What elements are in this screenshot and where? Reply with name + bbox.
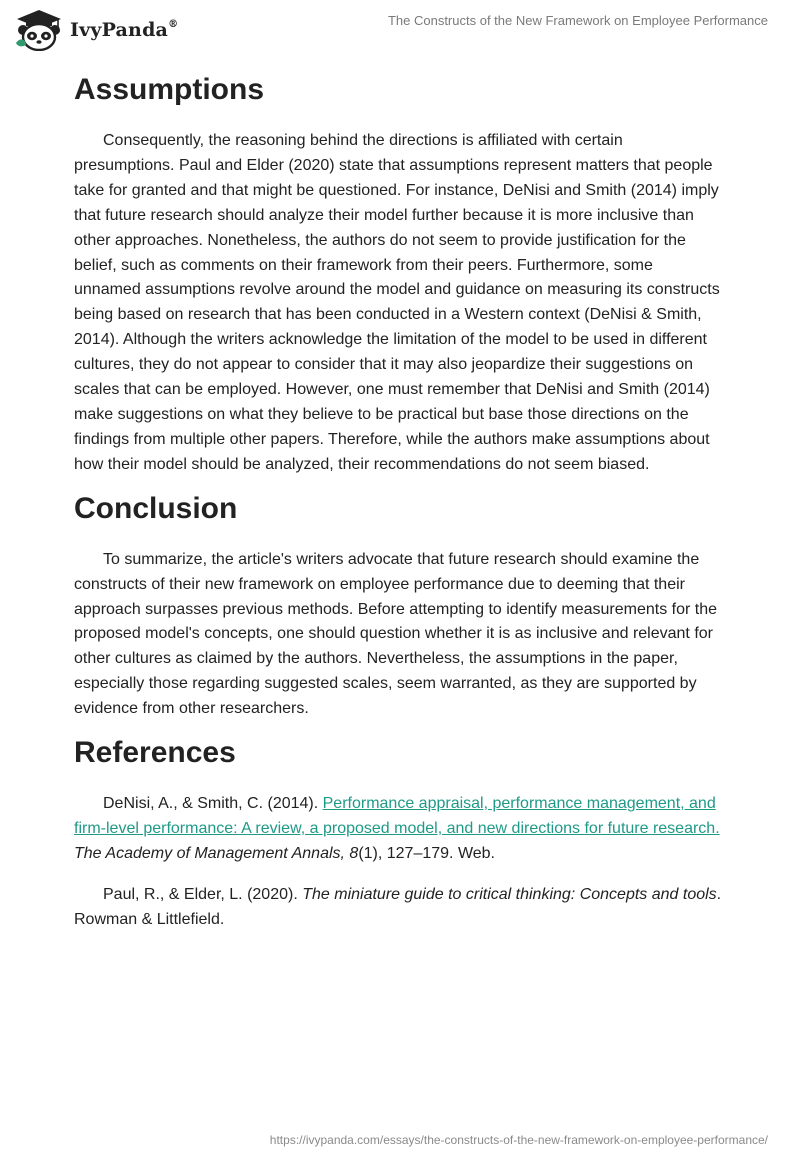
essay-content	[74, 72, 724, 949]
footer-url[interactable]: https://ivypanda.com/essays/the-constructs-of-the-new-framework-on-employee-performance/	[269, 1133, 768, 1147]
assumptions-section	[74, 72, 724, 478]
page-header	[0, 0, 800, 60]
reference-denisi-smith	[74, 792, 724, 867]
assumptions-heading: Assumptions	[74, 73, 265, 106]
document-title: The Constructs of the New Framework on Employee Performance	[387, 13, 768, 28]
reference-title: The miniature guide to critical thinking: Concepts and tools	[302, 885, 717, 903]
references-heading: References	[74, 736, 236, 770]
assumptions-paragraph: Consequently, the reasoning behind the directions is affiliated with certain presumptions. Paul and Elder (2020) state that assumptions represent matters that people take for granted and that might be questioned. For instance, DeNisi and Smith (2014) imply that future research should analyze their model further because it is more inclusive than other approaches. Nonetheless, the authors do not seem to provide justification for the belief, such as comments on their framework from their peers. Furthermore, some unnamed assumptions revolve around the model and guidance on measuring its constructs being based on research that has been conducted in a Western context (DeNisi & Smith, 2014). Although the writers acknowledge the limitation of the model to be used in different cultures, they do not appear to consider that it may also jeopardize their suggestions on scales that can be employed. However, one must remember that DeNisi and Smith (2014) make suggestions on what they believe to be practical but base those directions on the findings from multiple other papers. Therefore, while the authors make assumptions about how their model should be analyzed, their recommendations do not seem biased.	[74, 132, 720, 473]
logo-text: IvyPanda®	[70, 18, 179, 41]
reference-journal: The Academy of Management Annals, 8	[74, 844, 359, 862]
references-section	[74, 735, 724, 933]
reference-authors: Paul, R., & Elder, L. (2020).	[103, 885, 303, 903]
reference-paul-elder	[74, 883, 724, 933]
reference-link[interactable]: Performance appraisal, performance management, and firm-level performance: A review, a proposed model, and new directions for future research.	[74, 795, 720, 837]
conclusion-paragraph: To summarize, the article's writers advocate that future research should examine the constructs of their new framework on employee performance due to deeming that their approach surpasses previous methods. Before attempting to identify measurements for the proposed model's concepts, one should question whether it is as inclusive and relevant for other cultures as claimed by the authors. Nevertheless, the assumptions in the paper, especially those regarding suggested scales, seem warranted, as they are supported by evidence from other researchers.	[74, 550, 718, 718]
reference-publisher: . Rowman & Littlefield.	[74, 885, 722, 928]
conclusion-heading: Conclusion	[74, 491, 238, 525]
panda-graduate-icon	[14, 9, 64, 51]
logo[interactable]	[14, 9, 178, 51]
conclusion-section	[74, 491, 724, 722]
reference-details: (1), 127–179. Web.	[358, 844, 495, 862]
reference-authors: DeNisi, A., & Smith, C. (2014).	[103, 795, 323, 813]
